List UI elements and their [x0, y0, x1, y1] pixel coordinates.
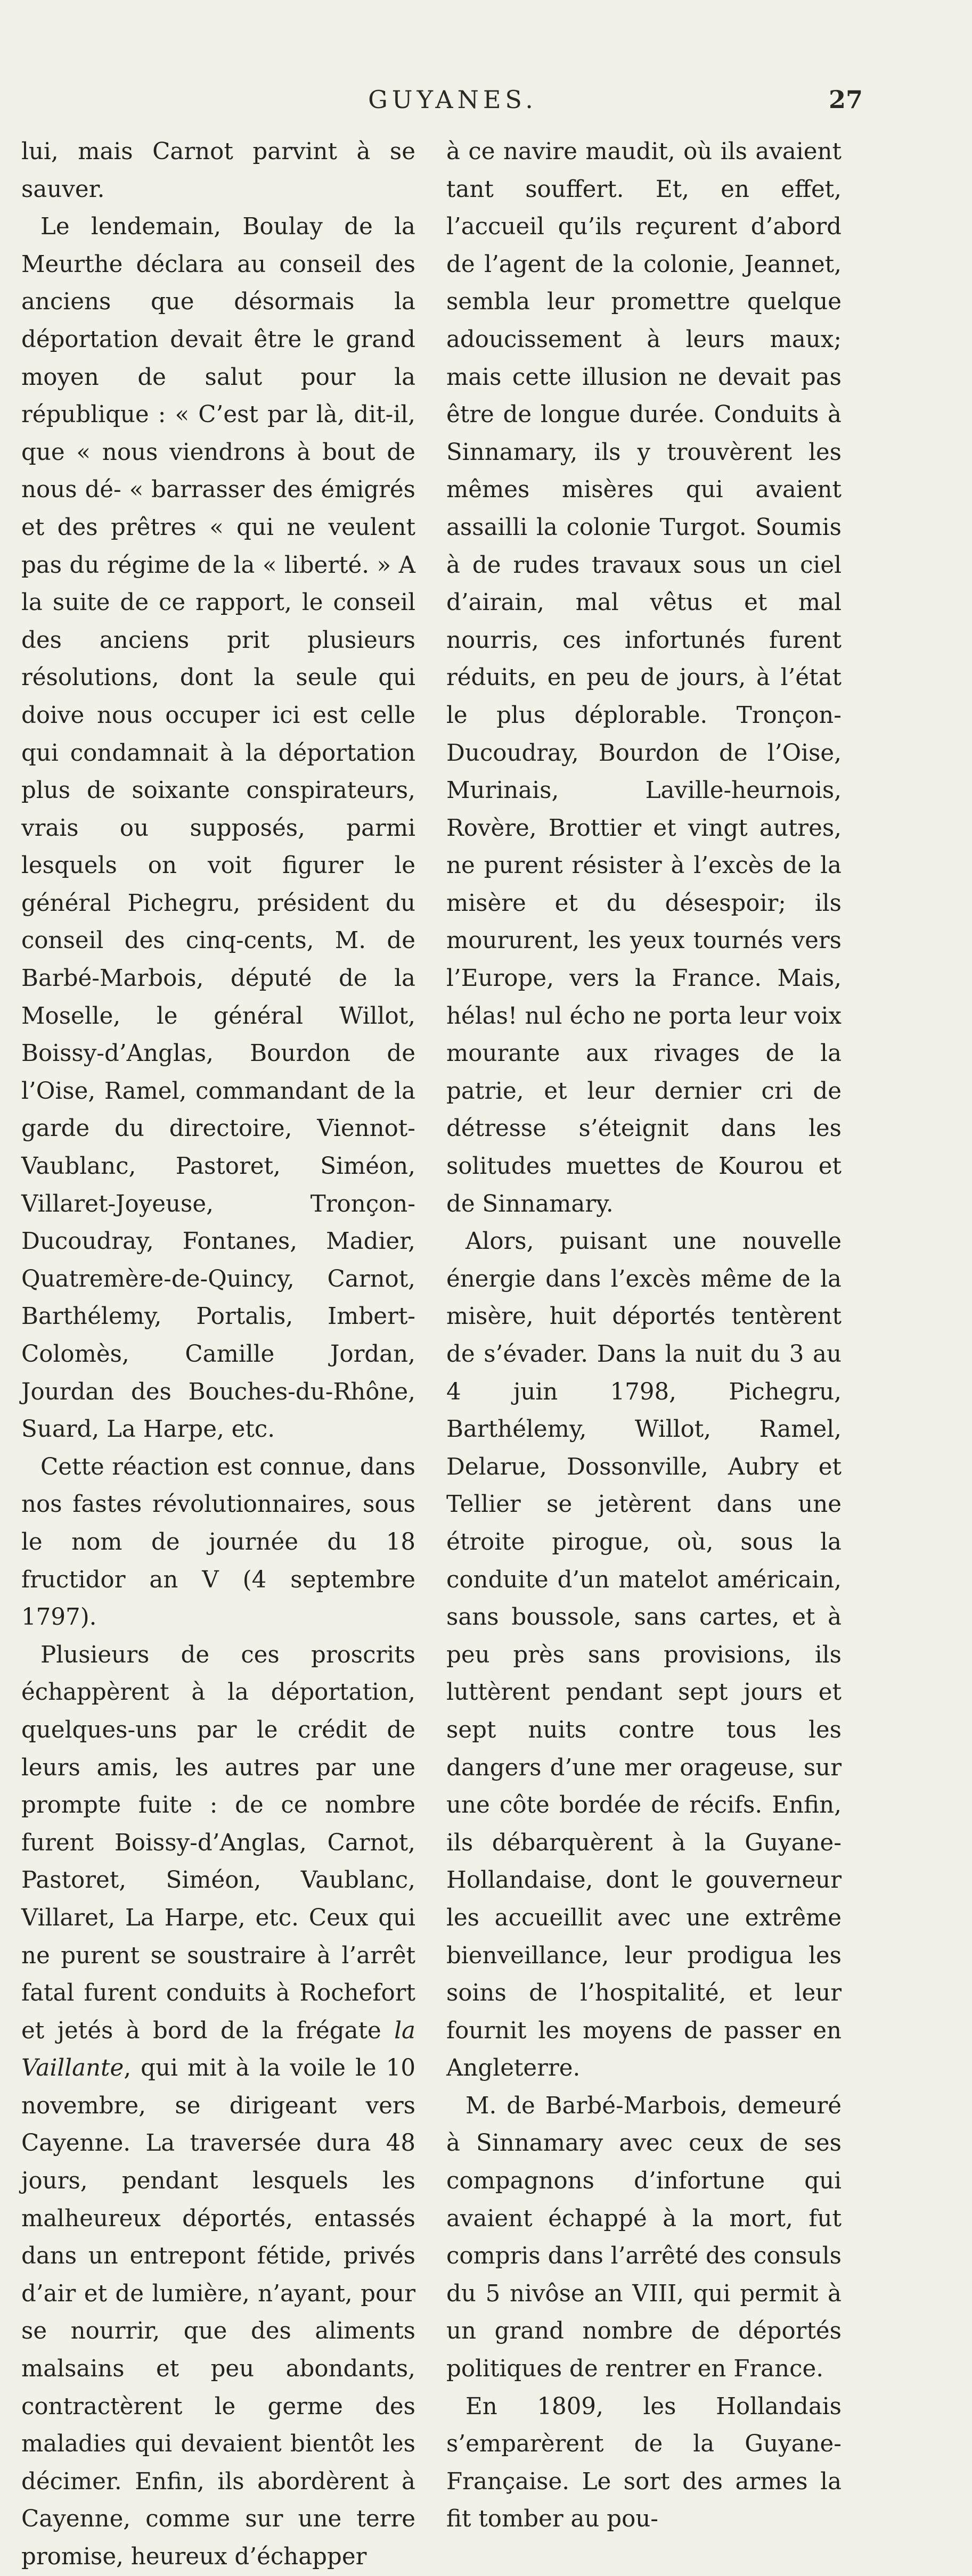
paragraph: lui, mais Carnot parvint à se sauver. — [21, 138, 415, 203]
paragraph-text: , qui mit à la voile le 10 novembre, se dirigeant vers Cayenne. La traversée dura 48 jours, pendant lesquels les malheureux déportés, entassés dans un entrepont fétide, privés d’air et de lumière, n’ayant, pour se nourrir, que des aliments malsains et peu abondants, contractèrent le germe des maladies qui devaient bientôt les décimer. Enfin, ils abordèrent à Cayenne, comme sur une terre promise, heureux d’échapper — [21, 2055, 415, 2570]
paragraph: Le lendemain, Boulay de la Meurthe déclara au conseil des anciens que désormais la déportation devait être le grand moyen de salut pour la république : « C’est par là, dit-il, que « nous viendrons à bout de nous dé- « barrasser des émigrés et des prêtres « qui ne veulent pas du régime de la « liberté. » A la suite de ce rapport, le conseil des anciens prit plusieurs résolutions, dont la seule qui doive nous occuper ici est celle qui condamnait à la déportation plus de soixante conspirateurs, vrais ou supposés, parmi lesquels on voit figurer le général Pichegru, président du conseil des cinq-cents, M. de Barbé-Marbois, député de la Moselle, le général Willot, Boissy-d’Anglas, Bourdon de l’Oise, Ramel, commandant de la garde du directoire, Viennot-Vaublanc, Pastoret, Siméon, Villaret-Joyeuse, Tronçon-Ducoudray, Fontanes, Madier, Quatremère-de-Quincy, Carnot, Barthélemy, Portalis, Imbert-Colomès, Camille Jordan, Jourdan des Bouches-du-Rhône, Suard, La Harpe, etc. — [21, 213, 415, 1443]
right-column — [446, 133, 842, 2533]
paragraph: Alors, puisant une nouvelle énergie dans l’excès même de la misère, huit déportés tentèrent de s’évader. Dans la nuit du 3 au 4 juin 1798, Pichegru, Barthélemy, Willot, Ramel, Delarue, Dossonville, Aubry et Tellier se jetèrent dans une étroite pirogue, où, sous la conduite d’un matelot américain, sans boussole, sans cartes, et à peu près sans provisions, ils luttèrent pendant sept jours et sept nuits contre tous les dangers d’une mer orageuse, sur une côte bordée de récifs. Enfin, ils débarquèrent à la Guyane-Hollandaise, dont le gouverneur les accueillit avec une extrême bienveillance, leur prodigua les soins de l’hospitalité, et leur fournit les moyens de passer en Angleterre. — [446, 1228, 842, 2082]
paragraph: à ce navire maudit, où ils avaient tant souffert. Et, en effet, l’accueil qu’ils reçurent d’abord de l’agent de la colonie, Jeannet, sembla leur promettre quelque adoucissement à leurs maux; mais cette illusion ne devait pas être de longue durée. Conduits à Sinnamary, ils y trouvèrent les mêmes misères qui avaient assailli la colonie Turgot. Soumis à de rudes travaux sous un ciel d’airain, mal vêtus et mal nourris, ces infortunés furent réduits, en peu de jours, à l’état le plus déplorable. Tronçon-Ducoudray, Bourdon de l’Oise, Murinais, Laville-heurnois, Rovère, Brottier et vingt autres, ne purent résister à l’excès de la misère et du désespoir; ils moururent, les yeux tournés vers l’Europe, vers la France. Mais, hélas! nul écho ne porta leur voix mourante aux rivages de la patrie, et leur dernier cri de détresse s’éteignit dans les solitudes muettes de Kourou et de Sinnamary. — [446, 138, 842, 1217]
running-title: GUYANES. — [368, 85, 537, 114]
page-header — [21, 85, 863, 117]
paragraph: M. de Barbé-Marbois, demeuré à Sinnamary avec ceux de ses compagnons d’infortune qui avaient échappé à la mort, fut compris dans l’arrêté des consuls du 5 nivôse an VIII, qui permit à un grand nombre de déportés politiques de rentrer en France. — [446, 2092, 842, 2383]
paragraph — [21, 1636, 415, 2576]
paragraph: En 1809, les Hollandais s’emparèrent de la Guyane-Française. Le sort des armes la fit tomber au pou- — [446, 2393, 842, 2533]
page-number: 27 — [828, 85, 863, 114]
paragraph-text: Plusieurs de ces proscrits échappèrent à la déportation, quelques-uns par le crédit de leurs amis, les autres par une prompte fuite : de ce nombre furent Boissy-d’Anglas, Carnot, Pastoret, Siméon, Vaublanc, Villaret, La Harpe, etc. Ceux qui ne purent se soustraire à l’arrêt fatal furent conduits à Rochefort et jetés à bord de la frégate — [21, 1641, 415, 2044]
paragraph: Cette réaction est connue, dans nos fastes révolutionnaires, sous le nom de journée du 18 fructidor an V (4 septembre 1797). — [21, 1453, 415, 1631]
ship-name: la Vaillante — [21, 2017, 415, 2082]
left-column — [21, 133, 415, 2570]
